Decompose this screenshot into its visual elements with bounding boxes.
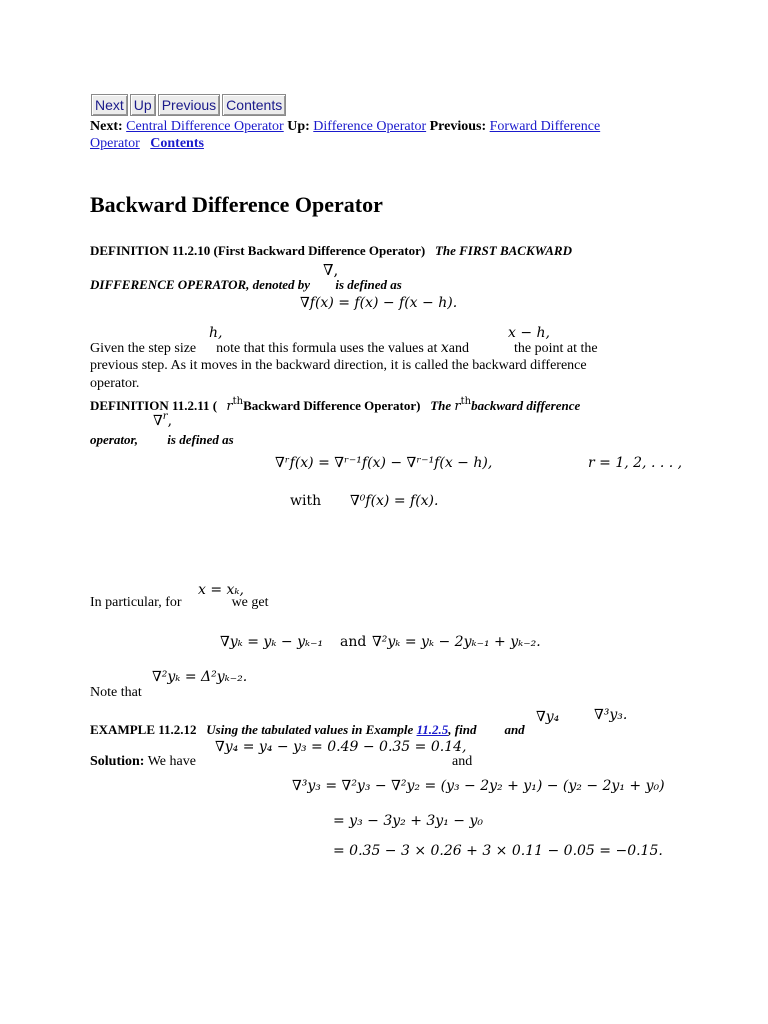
x-equals-xk: x = xₖ,: [198, 582, 244, 598]
contents-button[interactable]: Contents: [222, 94, 286, 116]
definition-2-equation-1: ∇ʳf(x) = ∇ʳ⁻¹f(x) − ∇ʳ⁻¹f(x − h),: [275, 455, 493, 471]
nav-links-line-2: [90, 135, 204, 153]
contents-link[interactable]: Contents: [150, 136, 204, 151]
th-superscript: th: [232, 396, 244, 407]
solution-label: Solution:: [90, 754, 145, 769]
h-symbol: h,: [209, 325, 223, 341]
previous-link-continued[interactable]: Operator: [90, 136, 140, 151]
definition-1-text-3: is defined as: [335, 277, 402, 292]
particular-text-b: we get: [231, 595, 269, 610]
note-text: Note that: [90, 685, 142, 700]
nabla-r-comma: ,: [167, 413, 173, 429]
nav-links-line-1: [90, 118, 600, 136]
particular-equation-1: ∇yₖ = yₖ − yₖ₋₁: [220, 634, 324, 650]
page-title: Backward Difference Operator: [90, 192, 383, 217]
paragraph-text-b: note that this formula uses the values at: [216, 341, 438, 356]
definition-1-text-2: DIFFERENCE OPERATOR, denoted by: [90, 277, 311, 292]
next-label: Next:: [90, 119, 123, 134]
th-superscript-2: th: [460, 396, 472, 407]
particular-equation-2: ∇²yₖ = yₖ − 2yₖ₋₁ + yₖ₋₂.: [372, 634, 541, 650]
solution-line: [90, 753, 196, 771]
paragraph-text-d: the point at the: [514, 341, 598, 356]
definition-2-heading-a: DEFINITION 11.2.11 (: [90, 398, 218, 413]
note-equation: ∇²yₖ = Δ²yₖ₋₂.: [152, 669, 248, 685]
definition-2-line-2: [90, 431, 234, 449]
particular-text-a: In particular, for: [90, 595, 182, 610]
with-label: with: [290, 493, 322, 509]
solution-line-1: ∇³y₃ = ∇²y₃ − ∇²y₂ = (y₃ − 2y₂ + y₁) − (y₂ − 2y₁ + y₀): [292, 778, 665, 794]
example-text-b: , find: [448, 722, 477, 737]
x-symbol: x: [440, 340, 449, 356]
previous-label: Previous:: [429, 119, 487, 134]
paragraph-line-3: operator.: [90, 376, 140, 391]
nabla-r-symbol: [153, 412, 172, 430]
example-text-a: Using the tabulated values in Example: [206, 722, 414, 737]
particular-line: [90, 594, 269, 612]
definition-1-heading: DEFINITION 11.2.10 (First Backward Difference Operator): [90, 243, 426, 258]
definition-1-line-2: [90, 276, 402, 294]
paragraph-line-2: previous step. As it moves in the backward direction, it is called the backward difference: [90, 358, 587, 373]
particular-and: and: [340, 634, 367, 650]
r-symbol: r: [226, 399, 233, 414]
paragraph-text-c: and: [448, 341, 469, 356]
definition-2-equation-range: r = 1, 2, . . . ,: [588, 455, 683, 471]
definition-2-equation-2: ∇⁰f(x) = f(x).: [350, 493, 439, 509]
up-label: Up:: [287, 119, 310, 134]
up-button[interactable]: Up: [130, 94, 156, 116]
solution-line-2: = y₃ − 3y₂ + 3y₁ − y₀: [333, 813, 483, 829]
paragraph-line-1: [90, 339, 598, 358]
solution-line-3: = 0.35 − 3 × 0.26 + 3 × 0.11 − 0.05 = −0.15.: [333, 843, 663, 859]
example-line: [90, 721, 525, 739]
solution-and: and: [452, 754, 473, 769]
solution-text: We have: [147, 754, 196, 769]
nabla-r-superscript: r: [162, 411, 168, 422]
nabla-r-base: ∇: [153, 413, 163, 429]
x-minus-h-symbol: x − h,: [508, 325, 550, 341]
example-heading: EXAMPLE 11.2.12: [90, 722, 197, 737]
definition-2-defined: is defined as: [167, 432, 234, 447]
nabla3-y3-symbol: ∇³y₃.: [594, 707, 628, 723]
example-and: and: [504, 722, 525, 737]
next-link[interactable]: Central Difference Operator: [126, 119, 284, 134]
nabla-y4-symbol: ∇y₄: [536, 709, 560, 725]
definition-2-heading-b: Backward Difference Operator): [243, 398, 421, 413]
previous-link[interactable]: Forward Difference: [489, 119, 601, 134]
definition-1-text: The FIRST BACKWARD: [434, 243, 572, 258]
example-link[interactable]: 11.2.5: [416, 722, 449, 737]
definition-1-line-1: [90, 242, 572, 260]
up-link[interactable]: Difference Operator: [313, 119, 427, 134]
definition-2-text: backward difference: [471, 398, 581, 413]
definition-1-formula: ∇f(x) = f(x) − f(x − h).: [300, 295, 458, 311]
paragraph-text-a: Given the step size: [90, 341, 197, 356]
previous-button[interactable]: Previous: [158, 94, 220, 116]
navigation-buttons: [91, 94, 286, 116]
r-symbol-2: r: [454, 399, 461, 414]
definition-2-operator: operator,: [90, 432, 139, 447]
definition-2-the: The: [430, 398, 452, 413]
solution-equation: ∇y₄ = y₄ − y₃ = 0.49 − 0.35 = 0.14,: [215, 739, 467, 755]
nabla-symbol: ∇,: [323, 261, 339, 279]
next-button[interactable]: Next: [91, 94, 128, 116]
